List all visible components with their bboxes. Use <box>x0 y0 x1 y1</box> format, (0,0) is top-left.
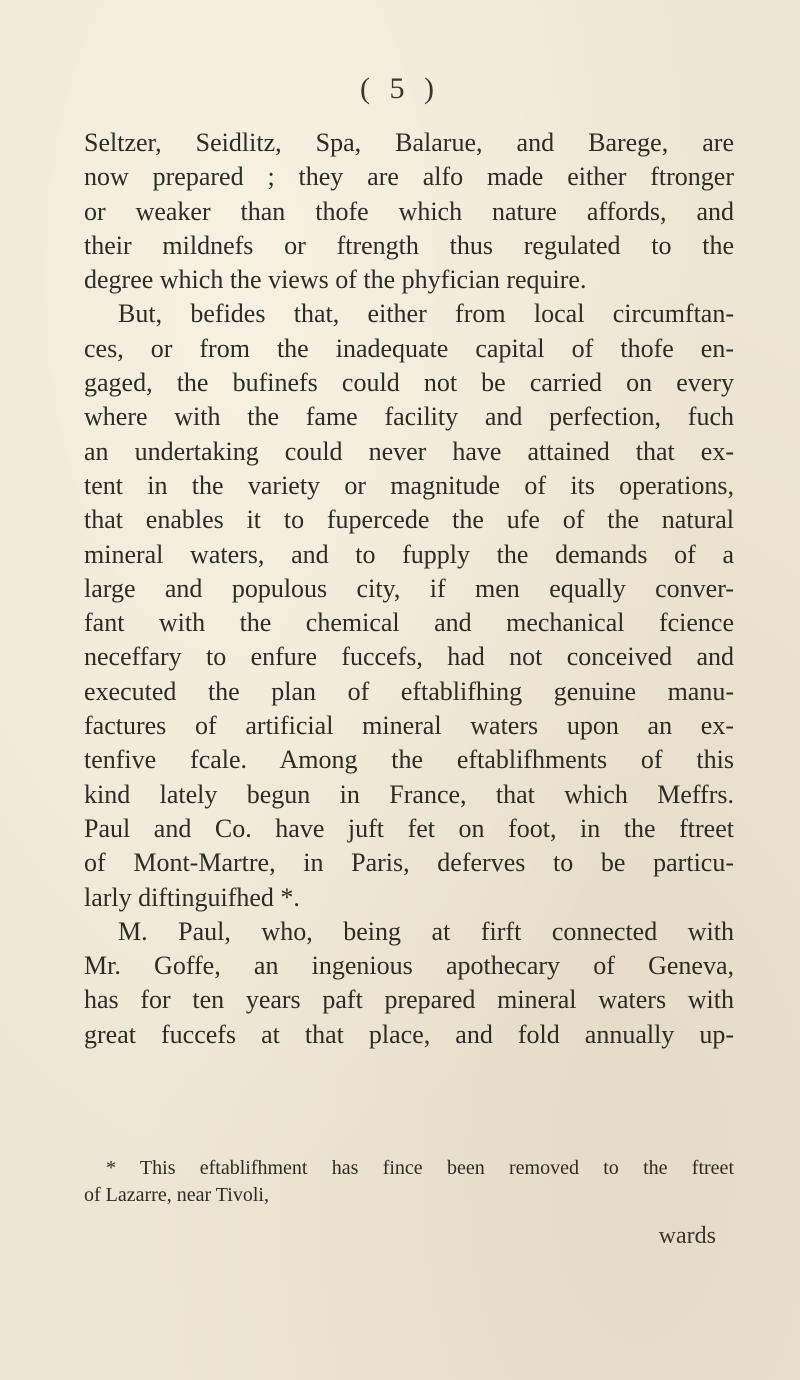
body-line: M. Paul, who, being at firft connected with <box>118 916 734 946</box>
body-line: degree which the views of the phyfician require. <box>84 265 587 295</box>
body-line: Seltzer, Seidlitz, Spa, Balarue, and Barege, are <box>84 128 734 157</box>
body-line: ces, or from the inadequate capital of thofe en- <box>84 333 734 363</box>
body-line: factures of artificial mineral waters upon an ex- <box>84 711 734 741</box>
footnote-line: * This eftablifhment has fince been removed to the ftreet <box>106 1157 734 1179</box>
body-line: neceffary to enfure fuccefs, had not conceived and <box>84 642 734 672</box>
catchword: wards <box>658 1223 716 1249</box>
body-line: kind lately begun in France, that which Meffrs. <box>84 779 734 809</box>
body-text <box>84 126 734 1052</box>
body-line: But, befides that, either from local circumftan- <box>118 299 734 329</box>
body-line: mineral waters, and to fupply the demands of a <box>84 539 734 569</box>
body-line: great fuccefs at that place, and fold annually up- <box>84 1019 734 1049</box>
body-line: now prepared ; they are alfo made either ftronger <box>84 162 734 192</box>
body-line: Mr. Goffe, an ingenious apothecary of Geneva, <box>84 951 734 981</box>
body-line: of Mont-Martre, in Paris, deferves to be particu- <box>84 848 734 878</box>
footnote <box>84 1155 734 1209</box>
body-line: larly diftinguifhed *. <box>84 882 300 912</box>
body-line: or weaker than thofe which nature affords, and <box>84 196 734 226</box>
body-line: Paul and Co. have juft fet on foot, in the ftreet <box>84 813 734 843</box>
page-number: ( 5 ) <box>360 72 440 105</box>
footnote-line: of Lazarre, near Tivoli, <box>84 1184 269 1206</box>
body-line: tent in the variety or magnitude of its operations, <box>84 470 734 500</box>
body-line: tenfive fcale. Among the eftablifhments of this <box>84 745 734 775</box>
body-line: large and populous city, if men equally conver- <box>84 573 734 603</box>
body-line: where with the fame facility and perfection, fuch <box>84 402 734 432</box>
body-line: gaged, the bufinefs could not be carried on every <box>84 368 734 398</box>
body-line: has for ten years paft prepared mineral waters with <box>84 985 734 1015</box>
body-line: fant with the chemical and mechanical fcience <box>84 608 734 638</box>
body-line: that enables it to fupercede the ufe of the natural <box>84 505 734 535</box>
body-line: their mildnefs or ftrength thus regulated to the <box>84 230 734 260</box>
body-line: an undertaking could never have attained that ex- <box>84 436 734 466</box>
body-line: executed the plan of eftablifhing genuine manu- <box>84 676 734 706</box>
